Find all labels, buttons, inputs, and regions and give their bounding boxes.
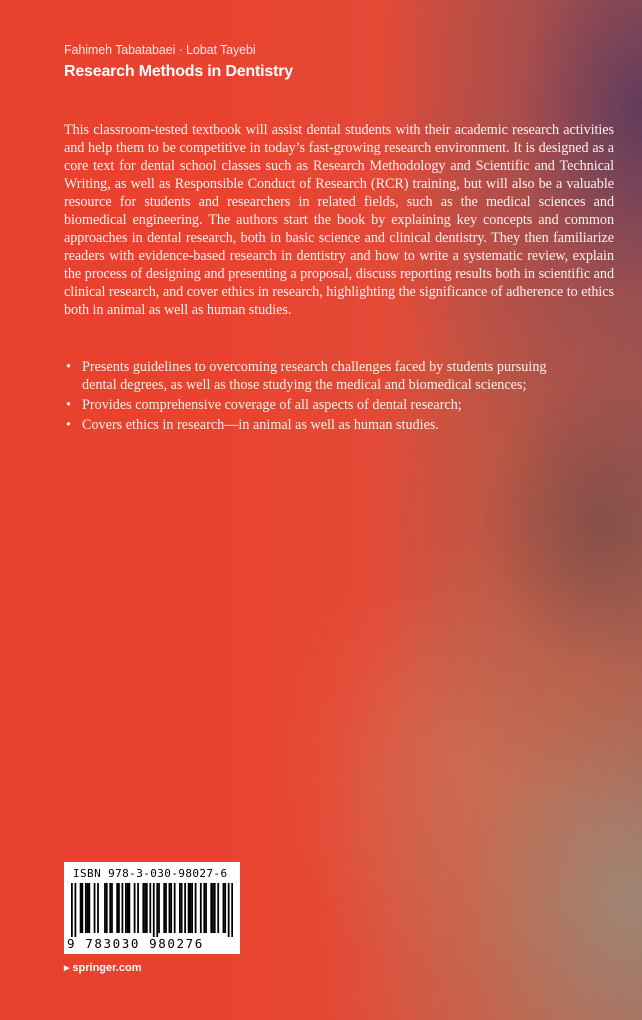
barcode-bar [184,883,186,933]
publisher-link-label: springer.com [72,962,142,974]
barcode-bar [85,883,87,933]
barcode-bar [137,883,139,933]
barcode-bar [212,883,214,933]
book-description: This classroom-tested textbook will assist dental students with their academic research activities and help them to be competitive in today’s fast-growing research environment. It is designed as a core text for dental school classes such as Research Methodology and Scientific and Technical Writing, as well as Responsible Conduct of Research (RCR) training, but will also be a valuable resource for students and researchers in related fields, such as the medical sciences and biomedical engineering. The authors start the book by explaining key concepts and common approaches in dental research, both in basic science and clinical dentistry. They then familiarize readers with evidence-based research in dentistry and how to write a systematic review, explain the process of designing and presenting a proposal, discuss reporting results both in scientific and clinical research, and cover ethics in research, highlighting the significance of adherence to ethics both in animal as well as human studies. [64,122,614,319]
barcode-bar [116,883,118,933]
barcode-bar [214,883,216,933]
barcode-bar [118,883,120,933]
barcode-bar [203,883,205,933]
barcode-bar [81,883,83,933]
barcode-bar [149,883,151,933]
feature-text: Presents guidelines to overcoming research challenges faced by students pursuing dental degrees, as well as those studying the medical and biomedical sciences; [82,359,547,393]
barcode-bar [179,883,181,933]
barcode-bar [80,883,82,933]
feature-item [64,416,584,434]
barcode-bar [111,883,113,933]
barcode-bar [87,883,89,933]
barcode-bar [163,883,165,933]
barcode-bar [158,883,160,933]
barcode-bar [104,883,106,933]
barcode-bar [189,883,191,933]
barcode-bar [223,883,225,933]
barcode-bar [200,883,202,933]
bullet-icon: • [66,417,71,433]
barcode-bar [153,883,155,937]
feature-item [64,358,584,394]
barcode-bar [205,883,207,933]
book-authors: Fahimeh Tabatabaei · Lobat Tayebi [64,43,256,57]
bullet-icon: • [66,397,71,413]
feature-text: Covers ethics in research—in animal as well as human studies. [82,417,439,433]
barcode-bar [127,883,129,933]
barcode-bar [191,883,193,933]
arrow-right-icon: ▶ [64,965,70,972]
barcode-bar [228,883,230,937]
barcode-bar [125,883,127,933]
barcode-bar [165,883,167,933]
barcode-bar [74,883,76,937]
barcode-bar [109,883,111,933]
barcode-bar [128,883,130,933]
barcode-bar [217,883,219,933]
barcode-bar [122,883,124,933]
isbn-label: ISBN 978-3-030-98027-6 [73,867,228,880]
barcode-bar [181,883,183,933]
barcode-bar [210,883,212,933]
barcode-bar [144,883,146,933]
barcode-bar [97,883,99,933]
barcode-icon [71,883,233,937]
barcode-digits: 9 783030 980276 [67,936,204,951]
barcode-bar [156,883,158,937]
barcode-bar [224,883,226,933]
barcode-bar [134,883,136,933]
book-title: Research Methods in Dentistry [64,63,293,80]
barcode-bar [195,883,197,933]
feature-item [64,396,584,414]
barcode-bar [146,883,148,933]
feature-list [64,358,584,436]
bullet-icon: • [66,359,71,375]
barcode-bar [71,883,73,937]
barcode-bar [231,883,233,937]
barcode-bar [94,883,96,933]
barcode-bar [188,883,190,933]
barcode-bar [170,883,172,933]
barcode-bar [106,883,108,933]
barcode-bar [88,883,90,933]
isbn-barcode [64,862,240,954]
barcode-bar [174,883,176,933]
feature-text: Provides comprehensive coverage of all aspects of dental research; [82,397,462,413]
publisher-link[interactable] [64,962,141,974]
barcode-bar [169,883,171,933]
barcode-bar [142,883,144,933]
